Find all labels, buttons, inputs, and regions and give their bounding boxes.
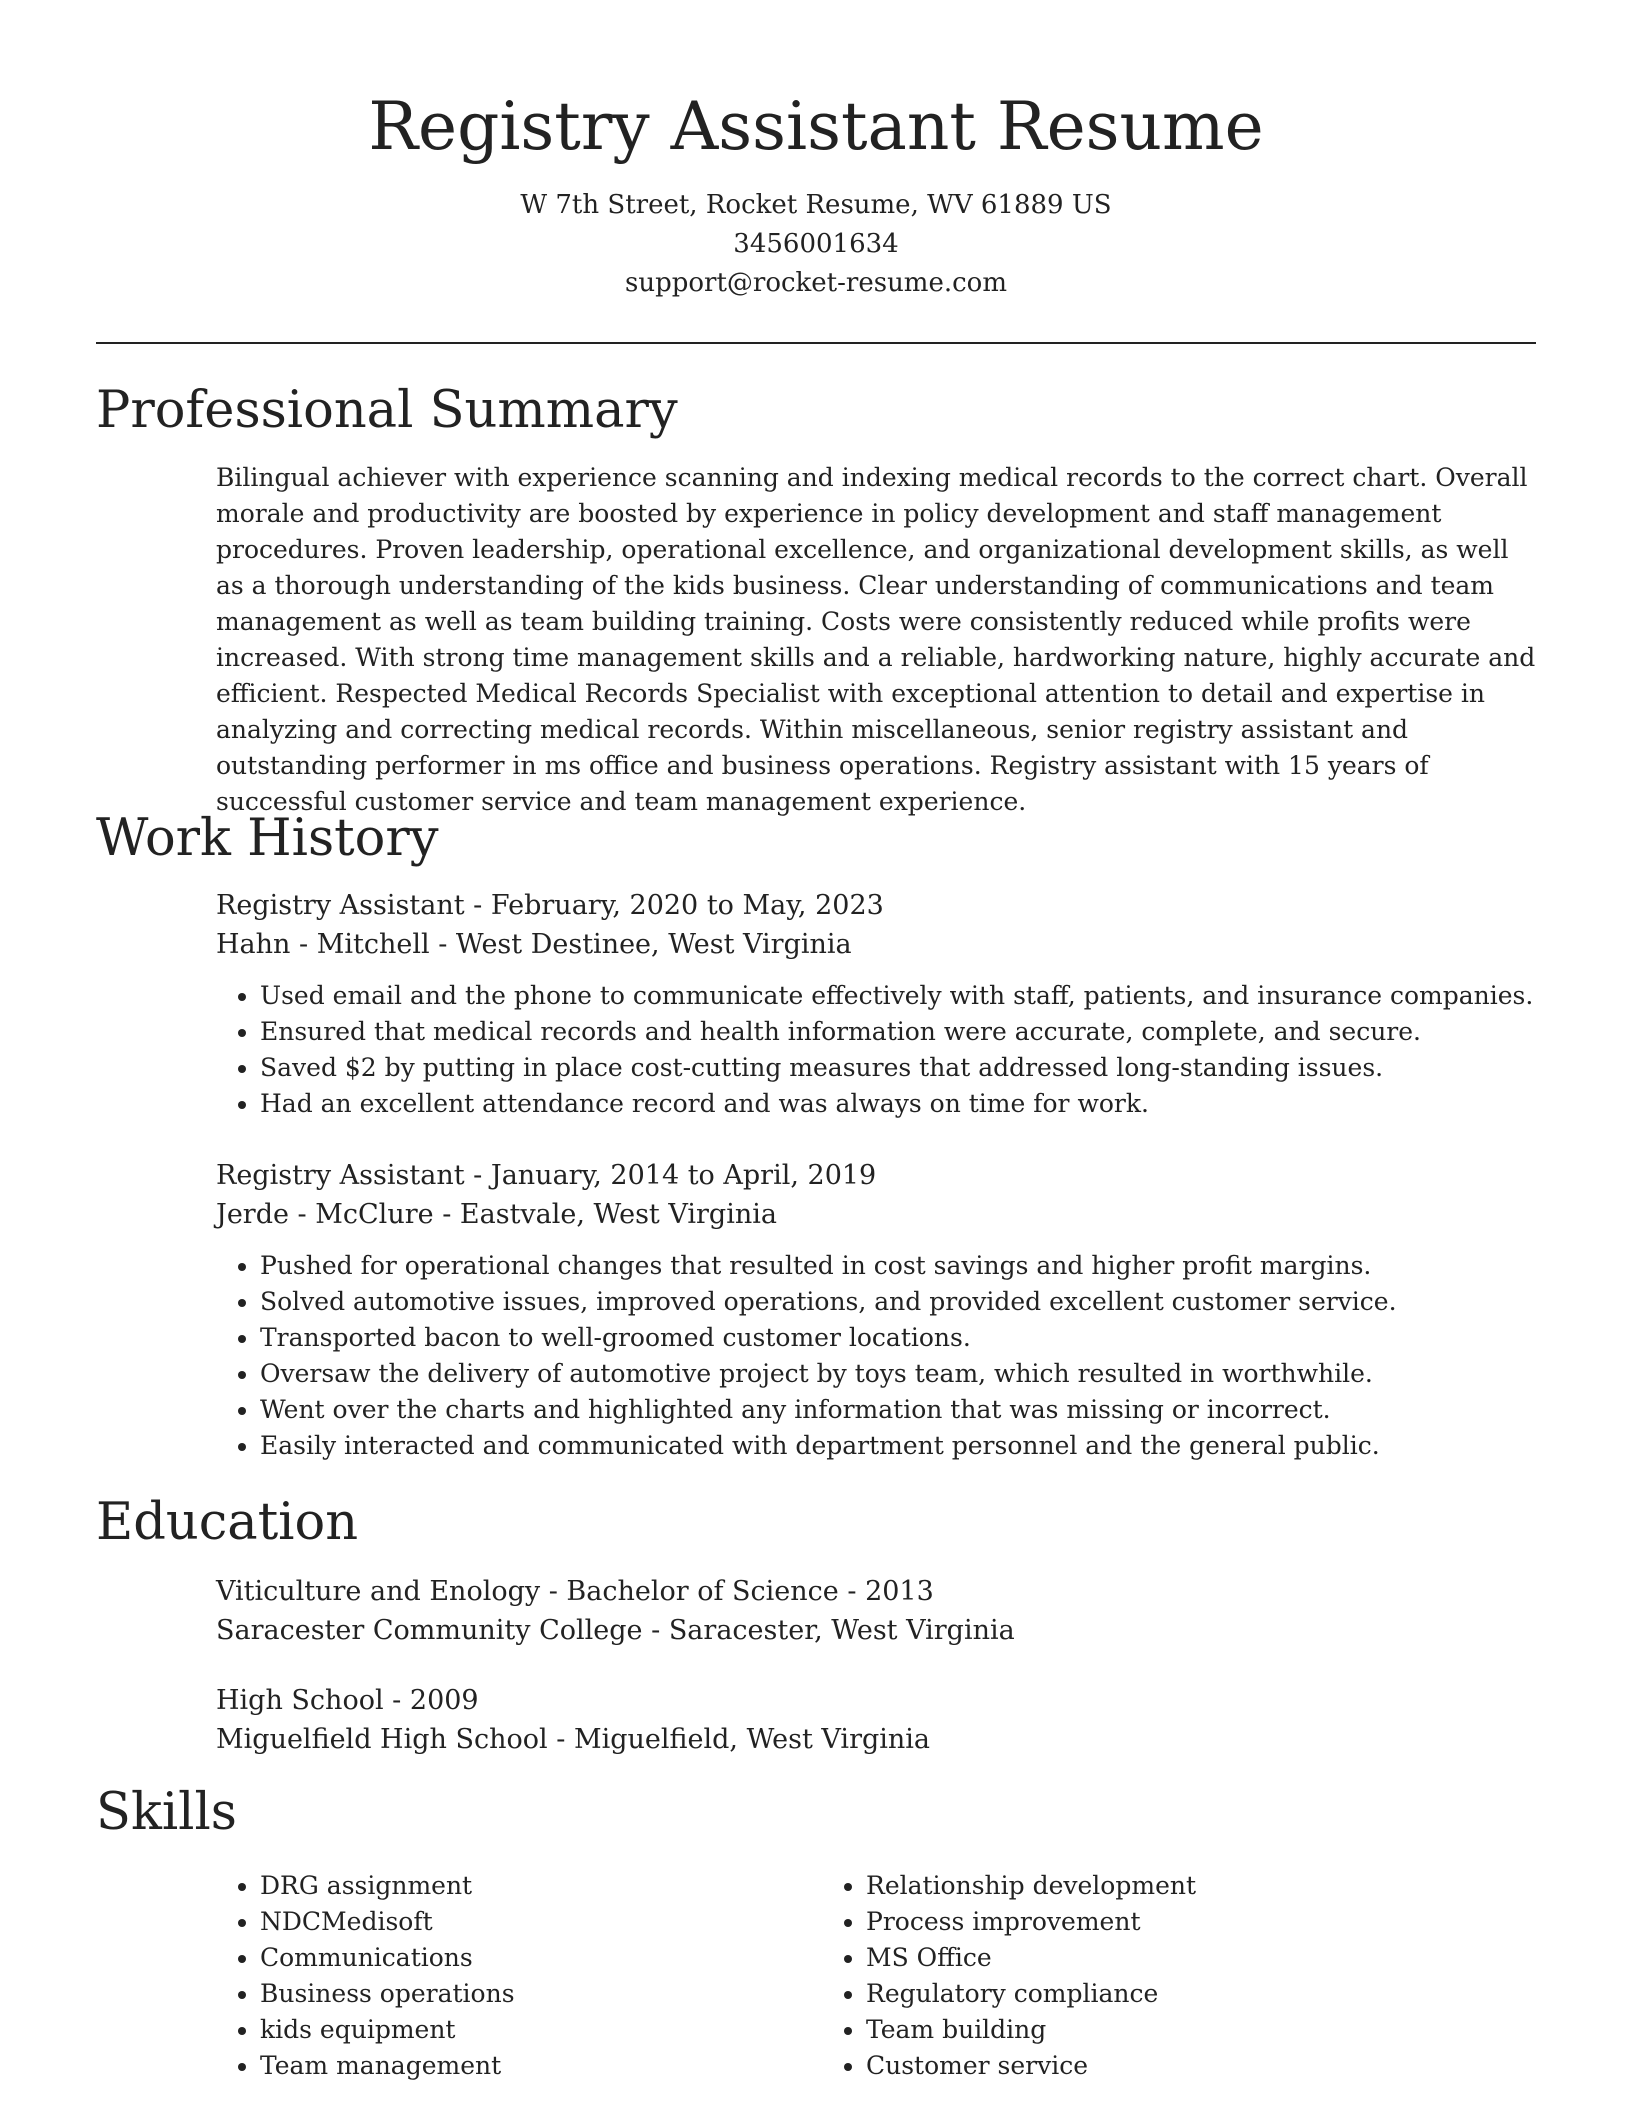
school-name: Saracester Community College [216, 1615, 643, 1646]
phone-text: 3456001634 [733, 229, 899, 259]
job-bullet: • Solved automotive issues, improved operations, and provided excellent customer service. [260, 1284, 1536, 1320]
job-bullet: • Transported bacon to well-groomed customer locations. [260, 1320, 1536, 1356]
skill-item: • Process improvement [866, 1904, 1472, 1940]
job-title-line: Registry Assistant - January, 2014 to April, 2019 [216, 1160, 877, 1191]
job-entry [216, 886, 1536, 1122]
job-bullet: • Oversaw the delivery of automotive project by toys team, which resulted in worthwhile. [260, 1356, 1536, 1392]
job-bullet: • Ensured that medical records and health information were accurate, complete, and secure. [260, 1014, 1536, 1050]
skills-grid [216, 1868, 1536, 2084]
education-entry [216, 1572, 1536, 1650]
job-role: Registry Assistant [216, 890, 465, 921]
job-location: Eastvale, West Virginia [459, 1199, 777, 1230]
summary-heading: Professional Summary [96, 381, 678, 440]
job-bullet: • Went over the charts and highlighted any information that was missing or incorrect. [260, 1392, 1536, 1428]
school-location: Saracester, West Virginia [668, 1615, 1015, 1646]
degree-line: Viticulture and Enology - Bachelor of Science - 2013 [216, 1576, 934, 1607]
job-bullets [216, 978, 1536, 1122]
skill-item: • Communications [260, 1940, 822, 1976]
education-entry [216, 1681, 1536, 1759]
skill-item: • Regulatory compliance [866, 1976, 1472, 2012]
job-company: Jerde - McClure [216, 1199, 434, 1230]
job-bullet: • Had an excellent attendance record and was always on time for work. [260, 1086, 1536, 1122]
summary-block [216, 460, 1536, 820]
degree-name: Viticulture and Enology - Bachelor of Science [216, 1576, 839, 1607]
address-text: W 7th Street, Rocket Resume, WV 61889 US [520, 190, 1112, 220]
school-line: Saracester Community College - Saracester, West Virginia [216, 1615, 1015, 1646]
skill-item: • NDCMedisoft [260, 1904, 822, 1940]
summary-text: Bilingual achiever with experience scanning and indexing medical records to the correct chart. Overall morale and productivity are boosted by experience in policy development and staff management procedures. Proven leadership, operational excellence, and organizational development skills, as well as a thorough understanding of the kids business. Clear understanding of communications and team management as well as team building training. Costs were consistently reduced while profits were increased. With strong time management skills and a reliable, hardworking nature, highly accurate and efficient. Respected Medical Records Specialist with exceptional attention to detail and expertise in analyzing and correcting medical records. Within miscellaneous, senior registry assistant and outstanding performer in ms office and business operations. Registry assistant with 15 years of successful customer service and team management experience. [216, 463, 1536, 816]
job-bullets [216, 1248, 1536, 1464]
job-dates: February, 2020 to May, 2023 [490, 890, 884, 921]
job-title-line: Registry Assistant - February, 2020 to May, 2023 [216, 890, 884, 921]
contact-block [0, 186, 1632, 303]
job-entry [216, 1156, 1536, 1464]
school-name: Miguelfield High School [216, 1724, 548, 1755]
degree-year: 2009 [409, 1685, 479, 1716]
school-location: Miguelfield, West Virginia [573, 1724, 931, 1755]
degree-line: High School - 2009 [216, 1685, 479, 1716]
skills-heading: Skills [96, 1783, 237, 1842]
skill-item: • Team management [260, 2048, 822, 2084]
job-dates: January, 2014 to April, 2019 [490, 1160, 877, 1191]
education-heading: Education [96, 1493, 359, 1552]
resume-header [0, 0, 1632, 303]
degree-name: High School [216, 1685, 384, 1716]
work-heading: Work History [96, 809, 439, 868]
job-company-line: Hahn - Mitchell - West Destinee, West Virginia [216, 929, 852, 960]
job-company-line: Jerde - McClure - Eastvale, West Virginia [216, 1199, 777, 1230]
skill-item: • Relationship development [866, 1868, 1472, 1904]
resume-title: Registry Assistant Resume [368, 88, 1264, 165]
header-divider [96, 342, 1536, 344]
job-bullet: • Pushed for operational changes that resulted in cost savings and higher profit margins. [260, 1248, 1536, 1284]
school-line: Miguelfield High School - Miguelfield, West Virginia [216, 1724, 931, 1755]
skills-column-left [216, 1868, 822, 2084]
skills-column-right [822, 1868, 1472, 2084]
job-company: Hahn - Mitchell [216, 929, 430, 960]
job-bullet: • Used email and the phone to communicate effectively with staff, patients, and insurance companies. [260, 978, 1536, 1014]
skill-item: • Business operations [260, 1976, 822, 2012]
job-location: West Destinee, West Virginia [455, 929, 852, 960]
skill-item: • Customer service [866, 2048, 1472, 2084]
email-text: support@rocket-resume.com [624, 268, 1007, 298]
job-role: Registry Assistant [216, 1160, 465, 1191]
skill-item: • DRG assignment [260, 1868, 822, 1904]
job-bullet: • Easily interacted and communicated with department personnel and the general public. [260, 1428, 1536, 1464]
skill-item: • kids equipment [260, 2012, 822, 2048]
job-bullet: • Saved $2 by putting in place cost-cutting measures that addressed long-standing issues. [260, 1050, 1536, 1086]
skill-item: • Team building [866, 2012, 1472, 2048]
skill-item: • MS Office [866, 1940, 1472, 1976]
degree-year: 2013 [865, 1576, 934, 1607]
